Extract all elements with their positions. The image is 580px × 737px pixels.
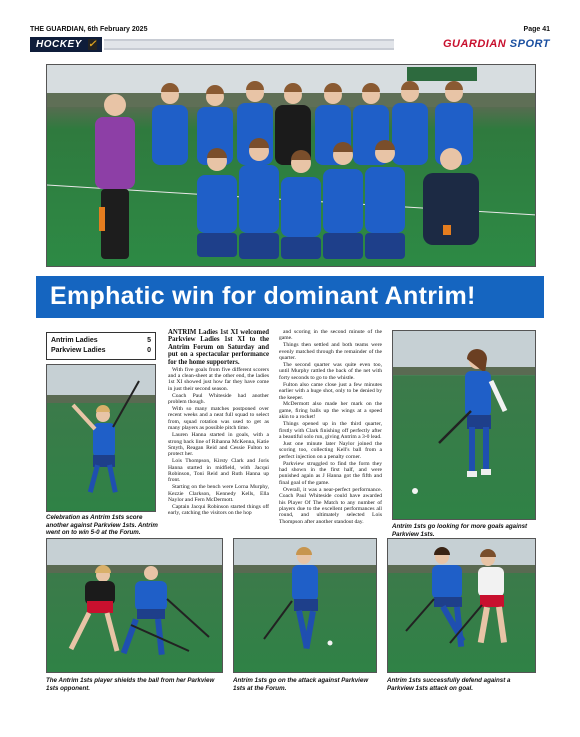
article-paragraph: Captain Jacqui Robinson started things off early, catching the visitors on the hop — [168, 504, 269, 517]
team-photo-illustration — [47, 65, 536, 267]
article-paragraph: Coach Paul Whiteside had another problem though. — [168, 392, 269, 406]
shield-illustration — [47, 539, 223, 673]
article-paragraph: McDermott also made her mark on the game, firing balls up the wings at a speed akin to a rocket! — [279, 401, 382, 421]
article-paragraph: Overall, it was a near-perfect performance. Coach Paul Whiteside could have awarded his Player Of The Match to any number of players due to the excellent performances all round, and ultimately selected Lois Thompson after another standout day. — [279, 486, 382, 525]
team-photo — [46, 64, 536, 267]
caption-defend: Antrim 1sts successfully defend against a Parkview 1sts attack on goal. — [387, 677, 511, 692]
caption-shield: The Antrim 1sts player shields the ball from her Parkview 1sts opponent. — [46, 677, 215, 692]
score-value: 5 — [147, 337, 151, 344]
celebration-illustration — [47, 365, 156, 512]
celebration-photo — [46, 364, 156, 512]
caption-forum-attack: Antrim 1sts go on the attack against Parkview 1sts at the Forum. — [233, 677, 369, 692]
caption-attack: Antrim 1sts go looking for more goals against Parkview 1sts. — [392, 523, 528, 538]
article-column-2 — [279, 329, 382, 529]
article-paragraph: Starting on the bench were Lorna Murphy, Kezzie Clarkson, Kennedy Kells, Ella Naylor and Fern McDermott. — [168, 484, 269, 504]
article-paragraph: Lauren Hanna started in goals, with a strong back line of Rihanna McKenna, Katie Smyth, Reagan Reid and Cessie Fulton to protect her. — [168, 432, 269, 458]
article-column-1 — [168, 329, 269, 529]
defend-illustration — [388, 539, 536, 673]
article-paragraph: Parkview struggled to find the form they had shown in the first half, and were punished again as J Hanna got the fifth and final goal of the game. — [279, 460, 382, 486]
article-paragraph: Fulton also came close just a few minutes earlier with a huge shot, only to be denied by the keeper. — [279, 381, 382, 401]
article-paragraph: The second quarter was quite even too, until Murphy rattled the back of the net with forty seconds to go to the whistle. — [279, 362, 382, 381]
forum-attack-photo — [233, 538, 377, 673]
brand-logo — [443, 38, 550, 50]
headline: Emphatic win for dominant Antrim! — [36, 276, 544, 318]
article-paragraph: Just one minute later Naylor joined the scoring too, collecting Kell's ball from a perfect injection on a penalty corner. — [279, 440, 382, 460]
section-bar — [30, 37, 550, 52]
section-tag-label: HOCKEY — [36, 39, 82, 50]
score-box — [46, 332, 156, 360]
attack-photo — [392, 330, 536, 520]
section-tag — [30, 37, 102, 52]
score-row — [51, 336, 151, 346]
brand-sport: SPORT — [509, 38, 550, 50]
page-number: Page 41 — [523, 26, 550, 33]
caption-celebration: Celebration as Antrim 1sts score another against Parkview 1sts. Antrim went on to win 5-0 at the Forum. — [46, 514, 158, 536]
score-team: Parkview Ladies — [51, 347, 106, 354]
article-paragraph: and scoring in the second minute of the game. — [279, 329, 382, 342]
shield-photo — [46, 538, 223, 673]
defend-photo — [387, 538, 536, 673]
article-paragraph: With so many matches postponed over recent weeks and a neat full squad to select from, squad rotation was used to get as many players as possible pitch time. — [168, 405, 269, 432]
article-lead: ANTRIM Ladies 1st XI welcomed Parkview Ladies 1st XI to the Antrim Forum on Saturday and put on a spectacular performance for the home supporters. — [168, 329, 269, 366]
article-paragraph: Things opened up in the third quarter, firstly with Clark finishing off perfectly after a beautiful solo run, giving Antrim a 3-0 lead. — [279, 421, 382, 440]
forum-attack-illustration — [234, 539, 377, 673]
brand-guardian: GUARDIAN — [442, 38, 507, 50]
newspaper-date: THE GUARDIAN, 6th February 2025 — [30, 26, 148, 33]
attack-illustration — [393, 331, 536, 520]
section-divider-inner — [104, 41, 394, 48]
score-team: Antrim Ladies — [51, 337, 98, 344]
article-paragraph: With five goals from five different scorers and a clean-sheet at the other end, the ladies 1st XI showed just how far they have come in just their second season. — [168, 366, 269, 392]
score-row — [51, 346, 151, 356]
masthead — [30, 24, 550, 36]
score-value: 0 — [147, 347, 151, 354]
article-paragraph: Things then settled and both teams were evenly matched through the remainder of the quarter. — [279, 342, 382, 362]
hockey-stick-icon: ✓ — [88, 39, 97, 50]
article-paragraph: Lois Thompson, Kirsty Clark and Joris Hanna started in midfield, with Jacqui Robinson, Toni Reid and Ruth Hanna up front. — [168, 458, 269, 484]
